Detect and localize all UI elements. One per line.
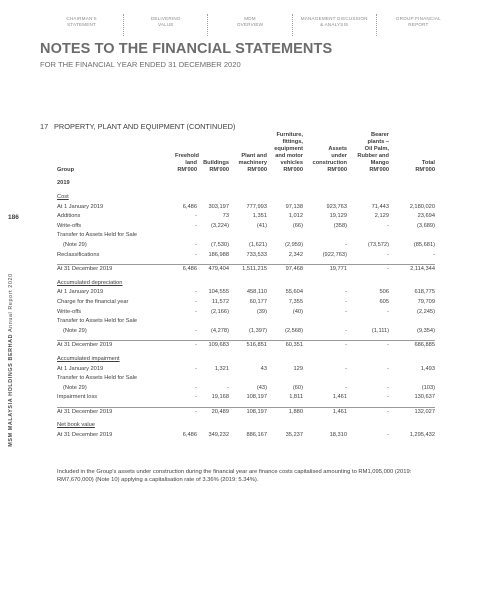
cell-value — [229, 374, 267, 384]
cell-value — [267, 421, 303, 431]
cell-value — [389, 231, 435, 241]
row-label: Write-offs — [57, 222, 82, 229]
cell-value: - — [195, 308, 197, 315]
cell-value: 303,197 — [208, 203, 229, 210]
cell-value: 2,180,020 — [409, 203, 435, 210]
row-label: Write-offs — [57, 308, 82, 315]
cell-value: - — [345, 308, 347, 315]
row-label: Cost — [57, 194, 69, 200]
cell-value: (43) — [256, 384, 267, 391]
cell-value: - — [195, 251, 197, 258]
ppe-table-container — [57, 132, 435, 441]
cell-value: 23,694 — [417, 213, 435, 220]
cell-value: 20,489 — [197, 407, 229, 417]
table-row — [57, 374, 435, 384]
cell-value — [175, 421, 197, 431]
nav-delivering-value[interactable]: DELIVERING VALUE — [124, 14, 208, 36]
cell-value — [175, 317, 197, 327]
nav-chairmans-statement[interactable]: CHAIRMAN'S STATEMENT — [40, 14, 124, 36]
cell-value — [197, 374, 229, 384]
cell-value: - — [387, 384, 389, 391]
cell-value: (1,621) — [248, 241, 267, 248]
cell-value — [197, 231, 229, 241]
ppe-table — [57, 132, 435, 441]
cell-value: 2,342 — [288, 251, 303, 258]
cell-value — [197, 279, 229, 289]
cell-value — [229, 193, 267, 203]
cell-value: 186,988 — [208, 251, 229, 258]
cell-value: 605 — [379, 298, 389, 305]
table-row — [57, 241, 435, 251]
cell-value: - — [175, 407, 197, 417]
cell-value — [175, 355, 197, 365]
cell-value: (358) — [333, 222, 347, 229]
cell-value: (1,397) — [248, 327, 267, 334]
cell-value: - — [345, 289, 347, 296]
row-label: At 31 December 2019 — [57, 432, 113, 439]
row-label: At 1 January 2019 — [57, 203, 104, 210]
cell-value: (66) — [292, 222, 303, 229]
cell-value: 1,511,215 — [229, 265, 267, 275]
cell-value: 18,310 — [329, 432, 347, 439]
cell-value: 6,486 — [182, 432, 197, 439]
cell-value — [229, 317, 267, 327]
cell-value: - — [345, 384, 347, 391]
cell-value: - — [195, 327, 197, 334]
cell-value: - — [347, 265, 389, 275]
table-row — [57, 298, 435, 308]
table-header-row — [57, 132, 435, 175]
page-title: NOTES TO THE FINANCIAL STATEMENTS — [40, 41, 333, 57]
cell-value: 71,443 — [371, 203, 389, 210]
page-subtitle: FOR THE FINANCIAL YEAR ENDED 31 DECEMBER 2020 — [40, 60, 241, 69]
cell-value: 129 — [293, 365, 303, 372]
section-row — [57, 421, 435, 431]
cell-value: 6,486 — [175, 265, 197, 275]
section-row — [57, 193, 435, 203]
cell-value — [229, 355, 267, 365]
table-row — [57, 231, 435, 241]
table-row — [57, 222, 435, 232]
cell-value: (3,689) — [416, 222, 435, 229]
cell-value: - — [387, 394, 389, 401]
side-brand — [8, 273, 14, 446]
cell-value — [347, 193, 389, 203]
cell-value: 73 — [222, 213, 229, 220]
cell-value: 923,763 — [326, 203, 347, 210]
cell-value — [267, 374, 303, 384]
cell-value: - — [195, 289, 197, 296]
row-label: Transfer to Assets Held for Sale — [57, 318, 138, 325]
cell-value: 479,404 — [197, 265, 229, 275]
cell-value — [229, 231, 267, 241]
column-header: Furniture, fittings, equipment and motor vehicles RM'000 — [274, 132, 303, 173]
cell-value — [267, 193, 303, 203]
cell-value: 2,129 — [374, 213, 389, 220]
cell-value — [197, 355, 229, 365]
row-label: Transfer to Assets Held for Sale — [57, 232, 138, 239]
cell-value — [175, 193, 197, 203]
cell-value: - — [387, 222, 389, 229]
table-row — [57, 327, 435, 337]
cell-value — [389, 317, 435, 327]
cell-value — [347, 374, 389, 384]
cell-value — [197, 421, 229, 431]
cell-value: 60,177 — [249, 298, 267, 305]
cell-value — [303, 317, 347, 327]
top-navigation — [40, 14, 460, 36]
table-row — [57, 212, 435, 222]
row-label: Accumulated impairment — [57, 355, 120, 362]
cell-value — [303, 279, 347, 289]
cell-value: - — [387, 432, 389, 439]
footnote: Included in the Group's assets under construction during the financial year are finance costs capitalised amounting to RM1,095,000 (2019: RM7,670,000) (Note 10) applying a capitalisation rate of 3.36% (2019: 5.34%). — [57, 469, 412, 483]
cell-value: (40) — [292, 308, 303, 315]
cell-value: (73,572) — [367, 241, 389, 248]
row-label: Reclassifications — [57, 251, 100, 258]
cell-value: (3,224) — [210, 222, 229, 229]
year-label: 2019 — [57, 180, 70, 187]
cell-value: 35,237 — [285, 432, 303, 439]
year-row — [57, 175, 435, 189]
total-row — [57, 407, 435, 417]
cell-value — [303, 421, 347, 431]
cell-value: - — [347, 407, 389, 417]
cell-value: - — [387, 308, 389, 315]
cell-value: (922,763) — [322, 251, 347, 258]
cell-value: - — [303, 341, 347, 351]
cell-value — [303, 355, 347, 365]
cell-value: 1,321 — [214, 365, 229, 372]
cell-value: 97,468 — [267, 265, 303, 275]
row-label: Transfer to Assets Held for Sale — [57, 375, 138, 382]
row-label: At 31 December 2019 — [57, 265, 175, 275]
cell-value: 11,572 — [212, 298, 229, 305]
table-row — [57, 384, 435, 394]
cell-value: - — [195, 365, 197, 372]
cell-value — [175, 279, 197, 289]
nav-management-discussion[interactable]: MANAGEMENT DISCUSSION & ANALYSIS — [293, 14, 377, 36]
table-row — [57, 317, 435, 327]
cell-value: - — [387, 365, 389, 372]
report-name: Annual Report 2020 — [8, 273, 14, 333]
cell-value: 19,168 — [211, 394, 229, 401]
table-row — [57, 203, 435, 213]
cell-value — [229, 279, 267, 289]
cell-value — [175, 374, 197, 384]
company-name: MSM MALAYSIA HOLDINGS BERHAD — [8, 333, 14, 447]
cell-value: (9,354) — [416, 327, 435, 334]
cell-value — [389, 355, 435, 365]
cell-value: (2,959) — [284, 241, 303, 248]
cell-value: 55,604 — [285, 289, 303, 296]
cell-value: 43 — [260, 365, 267, 372]
nav-group-financial-report[interactable]: GROUP FINANCIAL REPORT — [395, 16, 441, 27]
cell-value: (2,568) — [284, 327, 303, 334]
cell-value: (2,166) — [210, 308, 229, 315]
cell-value — [389, 193, 435, 203]
row-label: Additions — [57, 213, 81, 220]
cell-value: (103) — [421, 384, 435, 391]
cell-value: - — [345, 298, 347, 305]
section-number: 17 — [40, 122, 49, 131]
section-heading — [40, 122, 235, 131]
cell-value — [389, 374, 435, 384]
table-row — [57, 308, 435, 318]
page-number: 186 — [8, 214, 19, 221]
row-label: Impairment loss — [57, 394, 98, 401]
cell-value: 2,114,344 — [389, 265, 435, 275]
cell-value: - — [433, 251, 435, 258]
cell-value: 777,993 — [246, 203, 267, 210]
table-row — [57, 431, 435, 441]
table-row — [57, 288, 435, 298]
cell-value: (2,245) — [416, 308, 435, 315]
cell-value: 733,533 — [246, 251, 267, 258]
cell-value: 19,771 — [303, 265, 347, 275]
cell-value — [303, 231, 347, 241]
table-row — [57, 393, 435, 403]
cell-value: 349,232 — [208, 432, 229, 439]
cell-value: 108,197 — [246, 394, 267, 401]
cell-value: - — [195, 222, 197, 229]
cell-value: 109,683 — [197, 341, 229, 351]
total-row — [57, 341, 435, 351]
cell-value: 60,351 — [267, 341, 303, 351]
cell-value — [347, 231, 389, 241]
cell-value: - — [175, 341, 197, 351]
cell-value — [267, 355, 303, 365]
row-label: Net book value — [57, 422, 95, 429]
column-header: Buildings RM'000 — [203, 160, 229, 173]
cell-value: 618,775 — [414, 289, 435, 296]
cell-value: (41) — [256, 222, 267, 229]
section-row — [57, 279, 435, 289]
cell-value: (39) — [256, 308, 267, 315]
cell-value: 6,486 — [182, 203, 197, 210]
cell-value: 1,461 — [303, 407, 347, 417]
cell-value: - — [345, 327, 347, 334]
column-header: Freehold land RM'000 — [175, 153, 200, 173]
cell-value: 1,811 — [289, 394, 303, 401]
cell-value: 104,555 — [208, 289, 229, 296]
cell-value: - — [195, 241, 197, 248]
cell-value: 132,027 — [389, 407, 435, 417]
cell-value: - — [347, 341, 389, 351]
cell-value: - — [345, 365, 347, 372]
cell-value — [303, 193, 347, 203]
total-row — [57, 265, 435, 275]
cell-value: 97,138 — [285, 203, 303, 210]
row-label: (Note 29) — [63, 384, 87, 391]
cell-value: 516,851 — [229, 341, 267, 351]
row-label: Accumulated depreciation — [57, 279, 123, 286]
cell-value — [175, 231, 197, 241]
cell-value — [347, 317, 389, 327]
cell-value: 108,197 — [229, 407, 267, 417]
column-header: Group — [57, 167, 75, 173]
cell-value: - — [195, 384, 197, 391]
cell-value: 130,637 — [414, 394, 435, 401]
table-row — [57, 365, 435, 375]
cell-value: (7,530) — [210, 241, 229, 248]
row-label: (Note 29) — [63, 327, 87, 334]
section-title: PROPERTY, PLANT AND EQUIPMENT (CONTINUED) — [54, 122, 236, 131]
cell-value: 7,355 — [288, 298, 303, 305]
cell-value — [347, 279, 389, 289]
cell-value: 458,110 — [246, 289, 267, 296]
cell-value — [267, 231, 303, 241]
cell-value: 1,351 — [252, 213, 267, 220]
row-label: (Note 29) — [63, 241, 87, 248]
cell-value: 79,709 — [417, 298, 435, 305]
column-header: Total RM'000 — [415, 160, 435, 173]
cell-value: 19,129 — [329, 213, 347, 220]
table-row — [57, 251, 435, 261]
cell-value: - — [345, 241, 347, 248]
cell-value — [347, 355, 389, 365]
cell-value: - — [227, 384, 229, 391]
row-label: At 1 January 2019 — [57, 289, 104, 296]
cell-value — [197, 193, 229, 203]
cell-value: 1,493 — [420, 365, 435, 372]
cell-value: - — [387, 251, 389, 258]
cell-value: 886,167 — [246, 432, 267, 439]
cell-value — [229, 421, 267, 431]
cell-value: - — [195, 298, 197, 305]
row-label: At 31 December 2019 — [57, 407, 175, 417]
cell-value: 1,012 — [288, 213, 303, 220]
cell-value: (85,681) — [413, 241, 435, 248]
cell-value — [389, 421, 435, 431]
column-header: Assets under construction RM'000 — [312, 146, 347, 173]
cell-value: - — [195, 213, 197, 220]
cell-value — [267, 279, 303, 289]
column-header: Bearer plants – Oil Palm, Rubber and Mango RM'000 — [357, 132, 389, 173]
row-label: Charge for the financial year — [57, 298, 129, 305]
cell-value: 1,461 — [332, 394, 347, 401]
nav-mdm-overview[interactable]: MDM OVERVIEW — [208, 14, 292, 36]
row-label: At 1 January 2019 — [57, 365, 104, 372]
cell-value: (1,111) — [371, 327, 389, 334]
cell-value — [197, 317, 229, 327]
cell-value: 686,885 — [389, 341, 435, 351]
cell-value — [347, 421, 389, 431]
cell-value: 1,295,432 — [409, 432, 435, 439]
cell-value: 506 — [379, 289, 389, 296]
section-row — [57, 355, 435, 365]
cell-value — [267, 317, 303, 327]
cell-value: (4,278) — [210, 327, 229, 334]
cell-value — [389, 279, 435, 289]
cell-value: 1,880 — [267, 407, 303, 417]
column-header: Plant and machinery RM'000 — [238, 153, 267, 173]
cell-value: - — [195, 394, 197, 401]
cell-value — [303, 374, 347, 384]
cell-value: (60) — [292, 384, 303, 391]
row-label: At 31 December 2019 — [57, 341, 175, 351]
